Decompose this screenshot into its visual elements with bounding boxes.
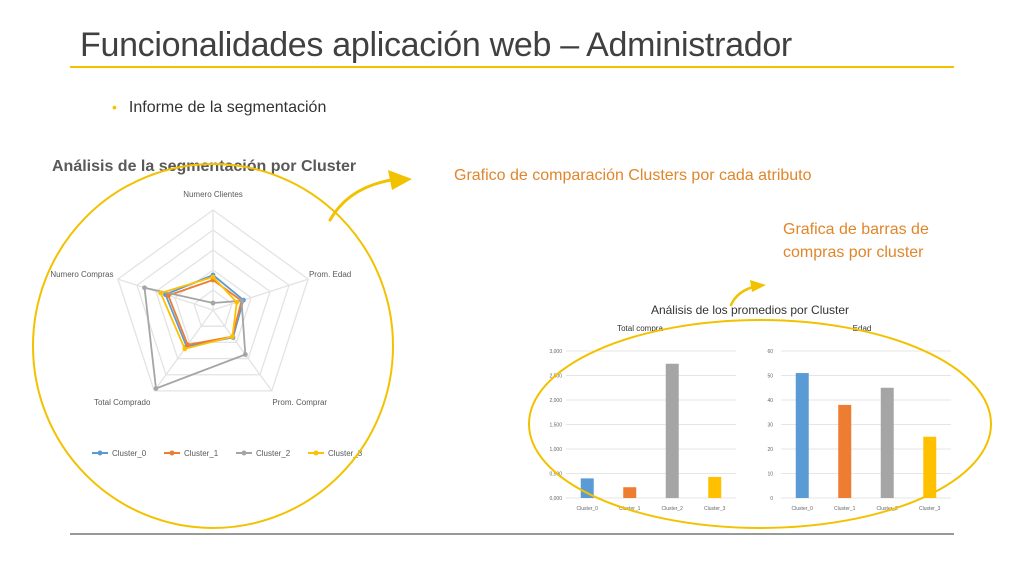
bar-category-label: Cluster_2	[661, 506, 683, 512]
radar-legend-marker	[314, 451, 319, 456]
bar-tick-label: 1,500	[549, 422, 562, 429]
bar-tick-label: 60	[767, 349, 773, 355]
radar-axis-label: Numero Compras	[50, 270, 114, 280]
arrow-head-icon	[750, 280, 766, 292]
radar-axis-label: Prom. Edad	[308, 270, 352, 280]
radar-point	[185, 342, 190, 347]
bar-category-label: Cluster_2	[876, 506, 898, 512]
bullet-text: Informe de la segmentación	[128, 99, 327, 116]
bar-tick-label: 0	[770, 496, 773, 502]
arrow-head-icon	[388, 170, 412, 190]
bar	[623, 487, 636, 498]
bar-category-label: Cluster_0	[791, 506, 813, 512]
bullet-dot-icon: •	[112, 99, 117, 115]
bar-chart-panel	[549, 324, 736, 512]
bar-tick-label: 10	[767, 471, 773, 478]
bar	[666, 364, 679, 498]
radar-legend-label: Cluster_2	[256, 449, 291, 458]
bar	[881, 388, 894, 498]
bar-tick-label: 2,500	[549, 373, 562, 380]
radar-legend-marker	[242, 451, 247, 456]
callout-bars-note: Grafica de barras de compras por cluster	[783, 221, 929, 261]
bar-category-label: Cluster_3	[919, 506, 941, 512]
bar	[708, 477, 721, 498]
radar-point	[211, 275, 216, 280]
radar-legend-label: Cluster_0	[112, 449, 147, 458]
bar-tick-label: 2,000	[549, 398, 562, 404]
radar-legend-marker	[170, 451, 175, 456]
bar-chart-panel	[767, 324, 951, 512]
bar-category-label: Cluster_0	[576, 506, 598, 512]
arrow-to-radar-note	[330, 179, 398, 220]
radar-axis-label: Total Comprado	[93, 397, 151, 407]
radar-point	[239, 298, 244, 303]
bar-category-label: Cluster_3	[704, 506, 726, 512]
radar-point	[211, 301, 216, 306]
radar-point	[142, 285, 147, 290]
radar-spoke	[213, 279, 308, 310]
radar-point	[158, 291, 163, 296]
radar-axis-label: Numero Clientes	[183, 190, 243, 199]
bar-category-label: Cluster_1	[834, 506, 856, 512]
radar-chart-title: Análisis de la segmentación por Cluster	[52, 158, 357, 175]
radar-point	[154, 386, 159, 391]
bar-tick-label: 0,500	[549, 471, 562, 478]
bar-tick-label: 50	[767, 373, 773, 380]
bar-tick-label: 30	[767, 422, 773, 429]
bar-tick-label: 1,000	[549, 447, 562, 453]
radar-point	[182, 346, 187, 351]
bar-tick-label: 20	[767, 447, 773, 453]
bar	[923, 437, 936, 498]
bar-panel-subtitle: Edad	[852, 324, 872, 333]
radar-legend-marker	[98, 451, 103, 456]
bar-tick-label: 3,000	[549, 349, 562, 355]
bar-tick-label: 40	[767, 398, 773, 404]
bar-charts	[549, 303, 951, 512]
radar-point	[230, 334, 235, 339]
bar-chart-title: Análisis de los promedios por Cluster	[650, 303, 850, 317]
bar-category-label: Cluster_1	[619, 506, 641, 512]
radar-legend-label: Cluster_3	[328, 449, 363, 458]
footer-rule	[70, 533, 954, 535]
radar-legend-label: Cluster_1	[184, 449, 219, 458]
bar-panel-subtitle: Total compra	[617, 324, 663, 333]
radar-point	[243, 352, 248, 357]
radar-axis-label: Prom. Comprar	[272, 397, 328, 407]
bar	[838, 405, 851, 498]
bar	[796, 373, 809, 498]
callout-radar-note: Grafico de comparación Clusters por cada atributo	[454, 167, 812, 184]
radar-chart	[50, 158, 362, 458]
bar-tick-label: 0,000	[549, 496, 562, 502]
radar-point	[234, 300, 239, 305]
slide-title: Funcionalidades aplicación web – Administrador	[80, 26, 792, 64]
